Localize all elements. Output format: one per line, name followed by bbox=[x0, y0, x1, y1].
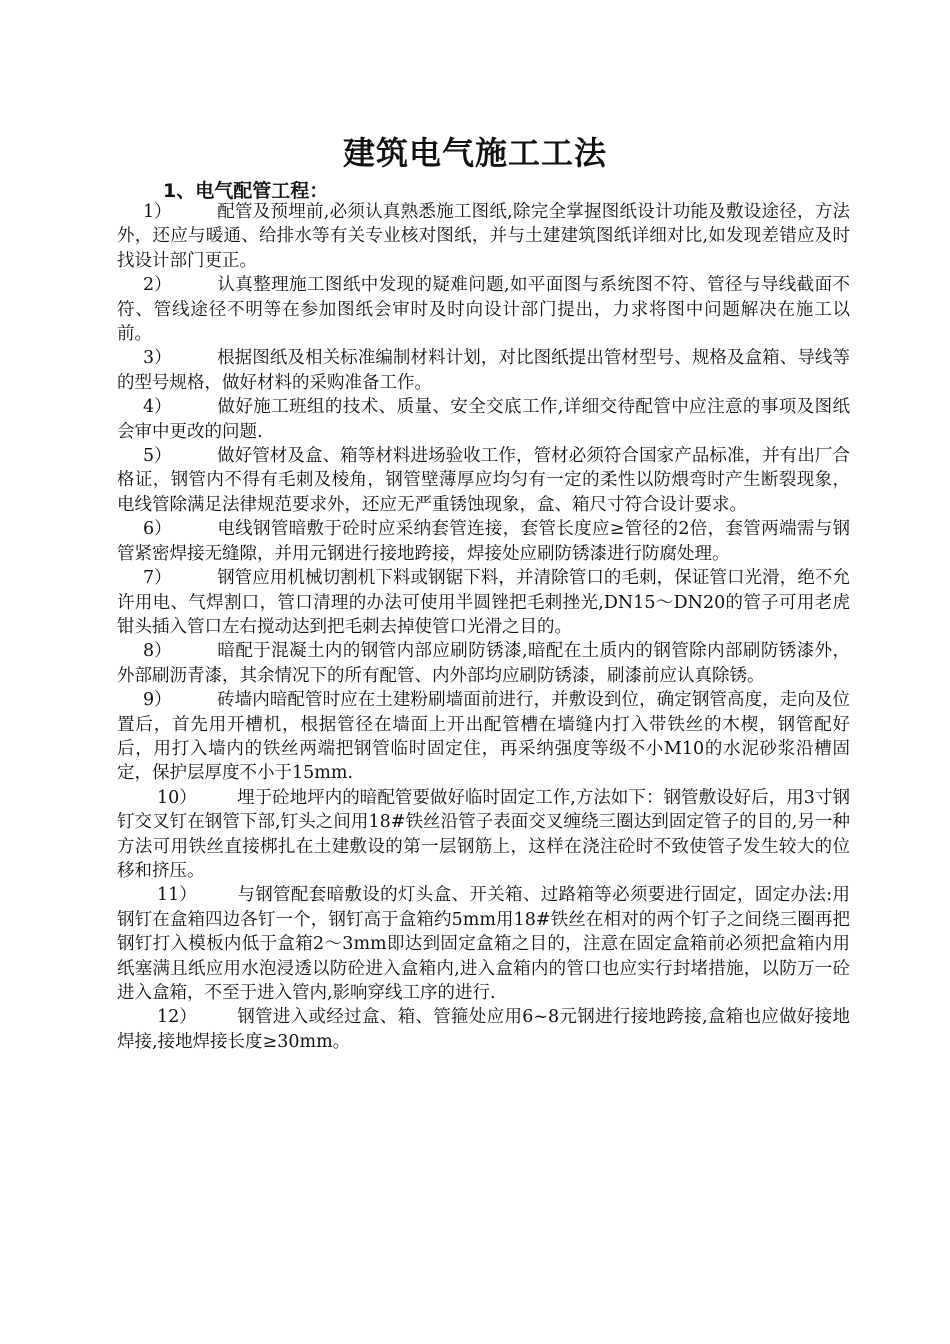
paragraph-9 bbox=[117, 688, 850, 786]
paragraph-number: 8） bbox=[143, 641, 172, 662]
paragraph-text: 认真整理施工图纸中发现的疑难问题,如平面图与系统图不符、管径与导线截面不符、管线途径不明等在参加图纸会审时及时向设计部门提出，力求将图中问题解决在施工以前。 bbox=[117, 275, 850, 345]
paragraph-number: 6） bbox=[143, 519, 172, 540]
paragraph-10 bbox=[117, 786, 850, 884]
paragraph-6 bbox=[117, 517, 850, 566]
paragraph-number: 12） bbox=[157, 1007, 197, 1028]
paragraph-8 bbox=[117, 639, 850, 688]
paragraph-number: 7） bbox=[143, 568, 172, 589]
section-heading: 1、电气配管工程： bbox=[163, 180, 329, 202]
paragraph-number: 2） bbox=[143, 275, 172, 296]
paragraph-text: 与钢管配套暗敷设的灯头盒、开关箱、过路箱等必须要进行固定，固定办法:用钢钉在盒箱四边各钉一个，钢钉高于盒箱约5mm用18#铁丝在相对的两个钉子之间绕三圈再把钢钉打入模板内低于盒箱2～3mm即达到固定盒箱之目的，注意在固定盒箱前必须把盒箱内用纸塞满且纸应用水泡浸透以防砼进入盒箱内,进入盒箱内的管口也应实行封堵措施，以防万一砼进入盒箱，不至于进入管内,影响穿线工序的进行. bbox=[117, 885, 850, 1003]
paragraph-5 bbox=[117, 444, 850, 517]
paragraph-number: 3） bbox=[143, 348, 172, 369]
paragraph-text: 砖墙内暗配管时应在土建粉刷墙面前进行，并敷设到位，确定钢管高度，走向及位置后，首先用开槽机，根据管径在墙面上开出配管槽在墙缝内打入带铁丝的木楔，钢管配好后，用打入墙内的铁丝两端把钢管临时固定住，再采纳强度等级不小M10的水泥砂浆沿槽固定，保护层厚度不小于15mm. bbox=[117, 690, 850, 784]
paragraph-number: 4） bbox=[143, 397, 172, 418]
paragraph-number: 5） bbox=[143, 446, 172, 467]
paragraph-text: 配管及预埋前,必须认真熟悉施工图纸,除完全掌握图纸设计功能及敷设途径，方法外，还应与暖通、给排水等有关专业核对图纸，并与土建建筑图纸详细对比,如发现差错应及时找设计部门更正。 bbox=[117, 202, 850, 271]
paragraph-text: 埋于砼地坪内的暗配管要做好临时固定工作,方法如下：钢管敷设好后，用3寸钢钉交叉钉在钢管下部,钉头之间用18#铁丝沿管子表面交叉缠绕三圈达到固定管子的目的,另一种方法可用铁丝直接梆扎在土建敷设的第一层钢筋上，这样在浇注砼时不致使管子发生较大的位移和挤压。 bbox=[117, 787, 850, 881]
paragraph-text: 做好管材及盒、箱等材料进场验收工作，管材必须符合国家产品标准，并有出厂合格证，钢管内不得有毛刺及棱角，钢管壁薄厚应均匀有一定的柔性以防煨弯时产生断裂现象，电线管除满足法律规范要求外，还应无严重锈蚀现象，盒、箱尺寸符合设计要求。 bbox=[117, 446, 850, 515]
paragraph-3 bbox=[117, 346, 850, 395]
paragraph-number: 11） bbox=[157, 885, 197, 906]
paragraph-text: 电线钢管暗敷于砼时应采纳套管连接，套管长度应≥管径的2倍，套管两端需与钢管紧密焊接无缝隙，并用元钢进行接地跨接，焊接处应刷防锈漆进行防腐处理。 bbox=[117, 519, 850, 564]
paragraph-text: 暗配于混凝土内的钢管内部应刷防锈漆,暗配在土质内的钢管除内部刷防锈漆外，外部刷沥青漆，其余情况下的所有配管、内外部均应刷防锈漆，刷漆前应认真除锈。 bbox=[117, 641, 850, 686]
paragraph-text: 钢管进入或经过盒、箱、管箍处应用6~8元钢进行接地跨接,盒箱也应做好接地焊接,接地焊接长度≥30mm。 bbox=[117, 1007, 850, 1052]
paragraph-12 bbox=[117, 1005, 850, 1054]
paragraph-4 bbox=[117, 395, 850, 444]
paragraph-number: 1） bbox=[143, 202, 172, 222]
document-body bbox=[117, 200, 850, 1054]
paragraph-text: 做好施工班组的技术、质量、安全交底工作,详细交待配管中应注意的事项及图纸会审中更改的问题. bbox=[117, 397, 850, 442]
paragraph-1 bbox=[117, 200, 850, 273]
document-title: 建筑电气施工工法 bbox=[342, 134, 607, 172]
paragraph-text: 钢管应用机械切割机下料或钢锯下料，并清除管口的毛刺，保证管口光滑，绝不允许用电、气焊割口，管口清理的办法可使用半圆锉把毛刺挫光,DN15～DN20的管子可用老虎钳头插入管口左右搅动达到把毛刺去掉使管口光滑之目的。 bbox=[117, 568, 850, 637]
paragraph-7 bbox=[117, 566, 850, 639]
paragraph-number: 10） bbox=[157, 787, 197, 808]
paragraph-number: 9） bbox=[143, 690, 172, 711]
paragraph-11 bbox=[117, 883, 850, 1005]
paragraph-2 bbox=[117, 273, 850, 346]
paragraph-text: 根据图纸及相关标准编制材料计划，对比图纸提出管材型号、规格及盒箱、导线等的型号规格，做好材料的采购准备工作。 bbox=[117, 348, 850, 393]
